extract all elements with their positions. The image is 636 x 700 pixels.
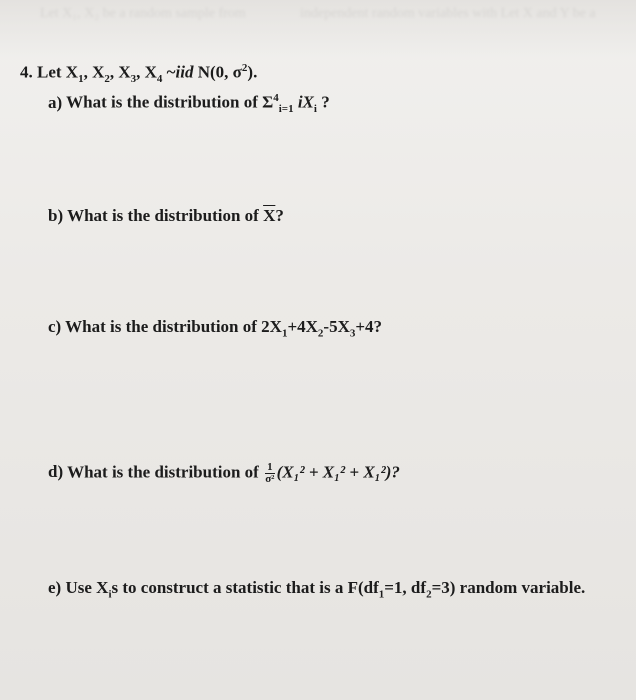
part-label: c) <box>48 317 62 336</box>
question-b: b) What is the distribution of $\overline{X}$? <box>48 206 284 225</box>
part-label: e) <box>48 578 62 597</box>
question-d: d) What is the distribution of $\frac{1}{\text{σ²}}$ (X₁² + X₁² + X₁²)? <box>48 461 400 485</box>
part-label: b) <box>48 206 64 225</box>
fraction: $\frac{1}{\text{σ²}}$ <box>265 461 275 485</box>
bleed-through-text: independent random variables with Let X and Y be a <box>300 6 596 21</box>
part-label: a) <box>48 92 63 112</box>
bleed-through-text: Let X₁, X₂ be a random sample from <box>40 6 246 21</box>
part-label: d) <box>48 462 64 482</box>
question-number: 4. <box>20 62 33 82</box>
question-e: e) Use $X_is$ to construct a statistic that is a $F(df_1=1$, $df_2=3$) random variable. <box>48 578 586 601</box>
x-bar: $\overline{X}$ <box>263 206 276 225</box>
question-a: a) What is the distribution of $\Sigma^4_{i=1}$ $iX_i$ ? <box>48 92 330 116</box>
question-4-stem: 4. Let $X_1$, $X_2$, $X_3$, $X_4$ ~iid N(0, $\sigma^2$). <box>20 62 258 86</box>
bleed-through-area <box>0 0 636 60</box>
question-c: c) What is the distribution of $2X_1+4X_2-5X_3+4$? <box>48 317 383 340</box>
